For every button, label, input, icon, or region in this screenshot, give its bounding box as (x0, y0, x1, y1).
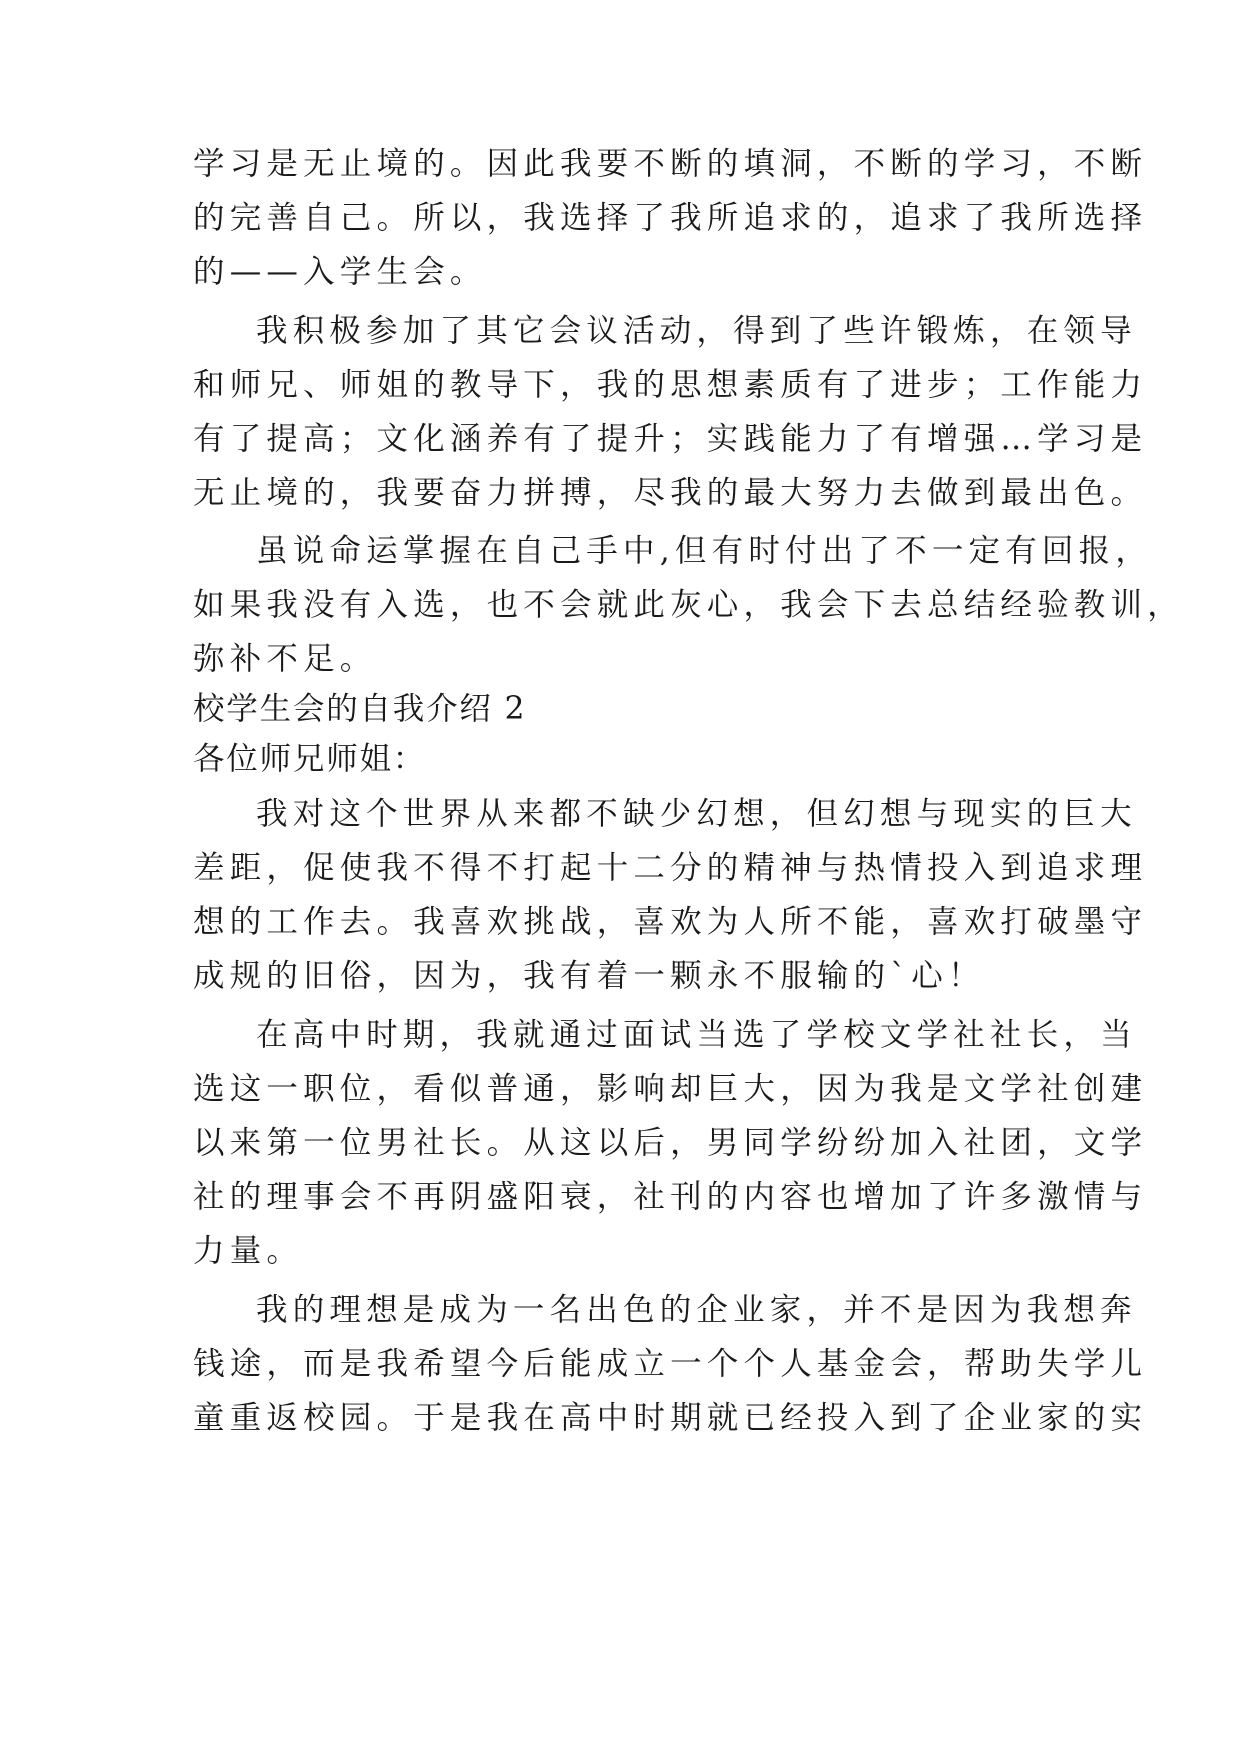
text-line: 社的理事会不再阴盛阳衰，社刊的内容也增加了许多激情与 (193, 1179, 1148, 1215)
text-line: 的——入学生会。 (193, 254, 487, 290)
text-line: 无止境的，我要奋力拼搏，尽我的最大努力去做到最出色。 (193, 475, 1148, 511)
text-line: 有了提高；文化涵养有了提升；实践能力了有增强…学习是 (193, 421, 1148, 457)
text-line: 想的工作去。我喜欢挑战，喜欢为人所不能，喜欢打破墨守 (193, 904, 1148, 940)
text-line: 如果我没有入选，也不会就此灰心，我会下去总结经验教训， (193, 587, 1184, 623)
section-heading: 校学生会的自我介绍 2 (193, 691, 527, 727)
text-line: 选这一职位，看似普通，影响却巨大，因为我是文学社创建 (193, 1071, 1148, 1107)
text-line: 力量。 (193, 1233, 304, 1269)
paragraph-first-line: 我积极参加了其它会议活动，得到了些许锻炼，在领导 (256, 313, 1137, 349)
text-line: 和师兄、师姐的教导下，我的思想素质有了进步；工作能力 (193, 367, 1148, 403)
text-line: 以来第一位男社长。从这以后，男同学纷纷加入社团，文学 (193, 1125, 1148, 1161)
salutation: 各位师兄师姐： (193, 741, 427, 777)
paragraph-first-line: 我对这个世界从来都不缺少幻想，但幻想与现实的巨大 (256, 796, 1137, 832)
text-line: 童重返校园。于是我在高中时期就已经投入到了企业家的实 (193, 1400, 1148, 1436)
text-line: 弥补不足。 (193, 641, 377, 677)
paragraph-first-line: 我的理想是成为一名出色的企业家，并不是因为我想奔 (256, 1292, 1137, 1328)
text-line: 的完善自己。所以，我选择了我所追求的，追求了我所选择 (193, 200, 1148, 236)
text-line: 差距，促使我不得不打起十二分的精神与热情投入到追求理 (193, 850, 1148, 886)
paragraph-first-line: 虽说命运掌握在自己手中,但有时付出了不一定有回报， (256, 533, 1153, 569)
text-line: 钱途，而是我希望今后能成立一个个人基金会，帮助失学儿 (193, 1346, 1148, 1382)
text-line: 成规的旧俗，因为，我有着一颗永不服输的`心！ (193, 958, 985, 994)
paragraph-first-line: 在高中时期，我就通过面试当选了学校文学社社长，当 (256, 1017, 1137, 1053)
text-line: 学习是无止境的。因此我要不断的填洞，不断的学习，不断 (193, 146, 1148, 182)
